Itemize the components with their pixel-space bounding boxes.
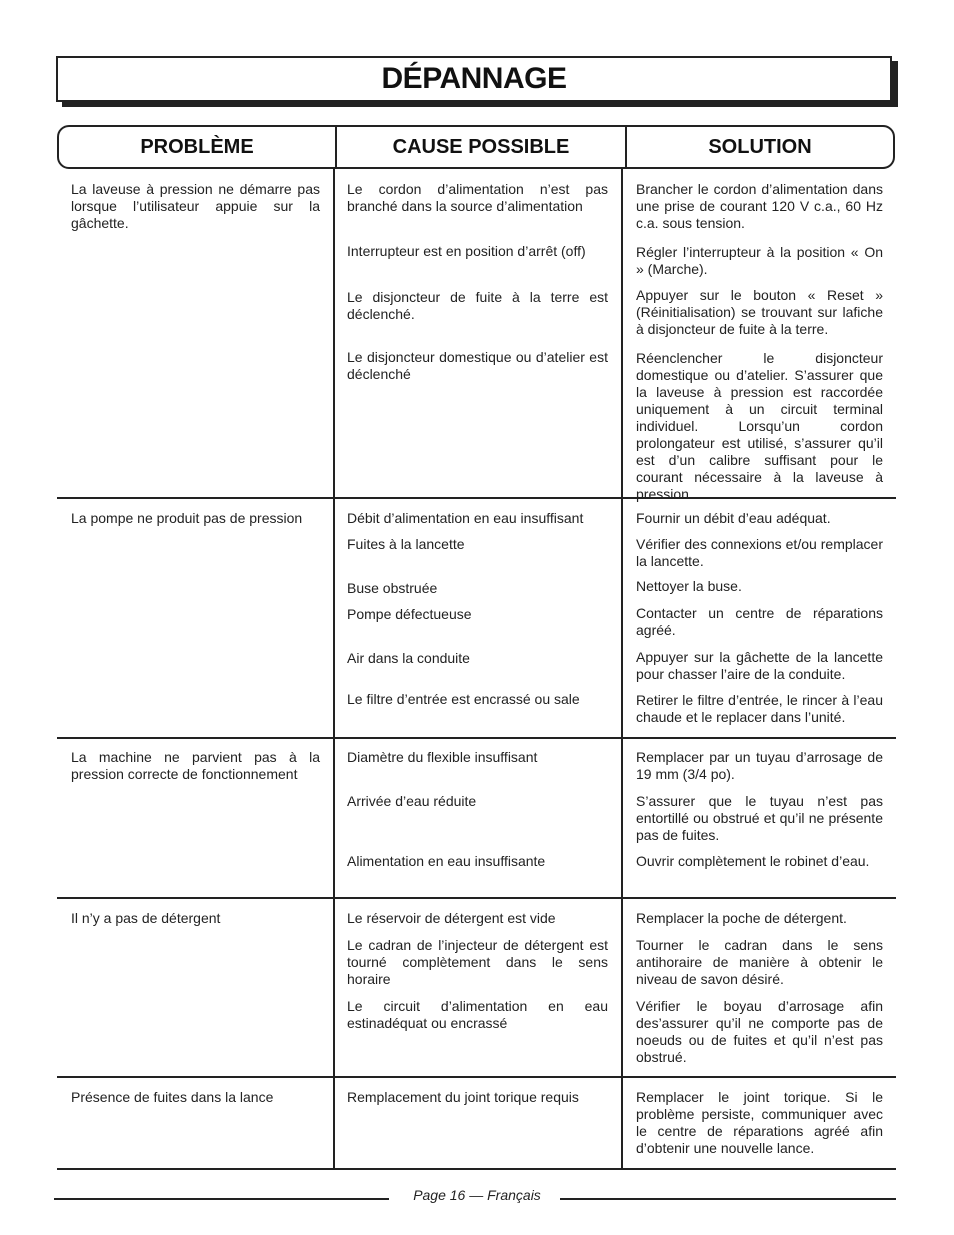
cause-text: Arrivée d’eau réduite <box>347 793 477 809</box>
problem-text: Il n’y a pas de détergent <box>71 910 221 926</box>
header-problem: PROBLÈME <box>59 127 337 167</box>
solution-text: Retirer le filtre d’entrée, le rincer à l’eau chaude et le replacer dans l’unité. <box>636 692 883 725</box>
solution-text: Fournir un débit d’eau adéquat. <box>636 510 831 526</box>
header-solution: SOLUTION <box>708 135 812 158</box>
table-header <box>57 125 895 169</box>
solution-text: Vérifier des connexions et/ou remplacer la lancette. <box>636 536 883 569</box>
problem-text: La laveuse à pression ne démarre pas lorsque l’utilisateur appuie sur la gâchette. <box>71 181 320 231</box>
solution-text: Réenclencher le disjoncteur domestique ou d’atelier. S’assurer que la laveuse à pression est raccordée uniquement à un circuit terminal individuel. Lorsqu’un cordon prolongateur est utilisé, s’assurer qu’il est d’un calibre suffisant pour le courant nécessaire à la laveuse à pression. <box>636 350 883 502</box>
solution-text: Remplacer le joint torique. Si le problème persiste, communiquer avec le centre de réparations agréé afin d’obtenir une nouvelle lance. <box>636 1089 883 1156</box>
solution-text: Vérifier le boyau d’arrosage afin des’assurer qu’il ne comporte pas de noeuds ou de fuites et qu’il n’est pas obstrué. <box>636 998 883 1065</box>
title-box <box>56 56 892 102</box>
problem-group <box>57 1078 896 1170</box>
cause-text: Interrupteur est en position d’arrêt (off) <box>347 243 586 259</box>
solution-text: Ouvrir complètement le robinet d’eau. <box>636 853 870 869</box>
cause-text: Buse obstruée <box>347 580 438 596</box>
cause-text: Pompe défectueuse <box>347 606 472 622</box>
solution-text: Contacter un centre de réparations agréé. <box>636 605 883 638</box>
cause-text: Alimentation en eau insuffisante <box>347 853 546 869</box>
solution-text: Remplacer la poche de détergent. <box>636 910 847 926</box>
cause-text: Air dans la conduite <box>347 650 470 666</box>
solution-text: Brancher le cordon d’alimentation dans une prise de courant 120 V c.a., 60 Hz c.a. sous tension. <box>636 181 883 231</box>
solution-text: Nettoyer la buse. <box>636 578 742 594</box>
cause-text: Le filtre d’entrée est encrassé ou sale <box>347 691 580 707</box>
page-number: Page 16 — Français <box>405 1187 549 1203</box>
cause-text: Le circuit d’alimentation en eau estinadéquat ou encrassé <box>347 998 608 1031</box>
cause-text: Remplacement du joint torique requis <box>347 1089 579 1105</box>
cause-text: Fuites à la lancette <box>347 536 465 552</box>
solution-text: Remplacer par un tuyau d’arrosage de 19 mm (3/4 po). <box>636 749 883 782</box>
solution-text: Appuyer sur le bouton « Reset » (Réinitialisation) se trouvant sur lafiche à disjoncteur de fuite à la terre. <box>636 287 883 337</box>
problem-group <box>57 739 896 899</box>
solution-text: Tourner le cadran dans le sens antihoraire de manière à obtenir le niveau de savon désiré. <box>636 937 883 987</box>
cause-text: Le cadran de l’injecteur de détergent est tourné complètement dans le sens horaire <box>347 937 608 987</box>
problem-text: La pompe ne produit pas de pression <box>71 510 303 526</box>
solution-text: S’assurer que le tuyau n’est pas entortillé ou obstrué et qu’il ne présente pas de fuites. <box>636 793 883 843</box>
cause-text: Le disjoncteur de fuite à la terre est déclenché. <box>347 289 608 322</box>
problem-group <box>57 899 896 1078</box>
cause-text: Débit d’alimentation en eau insuffisant <box>347 510 584 526</box>
problem-text: La machine ne parvient pas à la pression correcte de fonctionnement <box>71 749 320 782</box>
problem-text: Présence de fuites dans la lance <box>71 1089 274 1105</box>
solution-text: Appuyer sur la gâchette de la lancette pour chasser l’aire de la conduite. <box>636 649 883 682</box>
footer <box>0 1187 954 1203</box>
cause-text: Diamètre du flexible insuffisant <box>347 749 538 765</box>
header-cause: CAUSE POSSIBLE <box>337 127 627 167</box>
page-title: DÉPANNAGE <box>381 62 567 95</box>
cause-text: Le cordon d’alimentation n’est pas branché dans la source d’alimentation <box>347 181 608 214</box>
cause-text: Le réservoir de détergent est vide <box>347 910 556 926</box>
cause-text: Le disjoncteur domestique ou d’atelier est déclenché <box>347 349 608 382</box>
problem-group <box>57 169 896 502</box>
problem-group <box>57 499 896 739</box>
solution-text: Régler l’interrupteur à la position « On » (Marche). <box>636 244 883 277</box>
